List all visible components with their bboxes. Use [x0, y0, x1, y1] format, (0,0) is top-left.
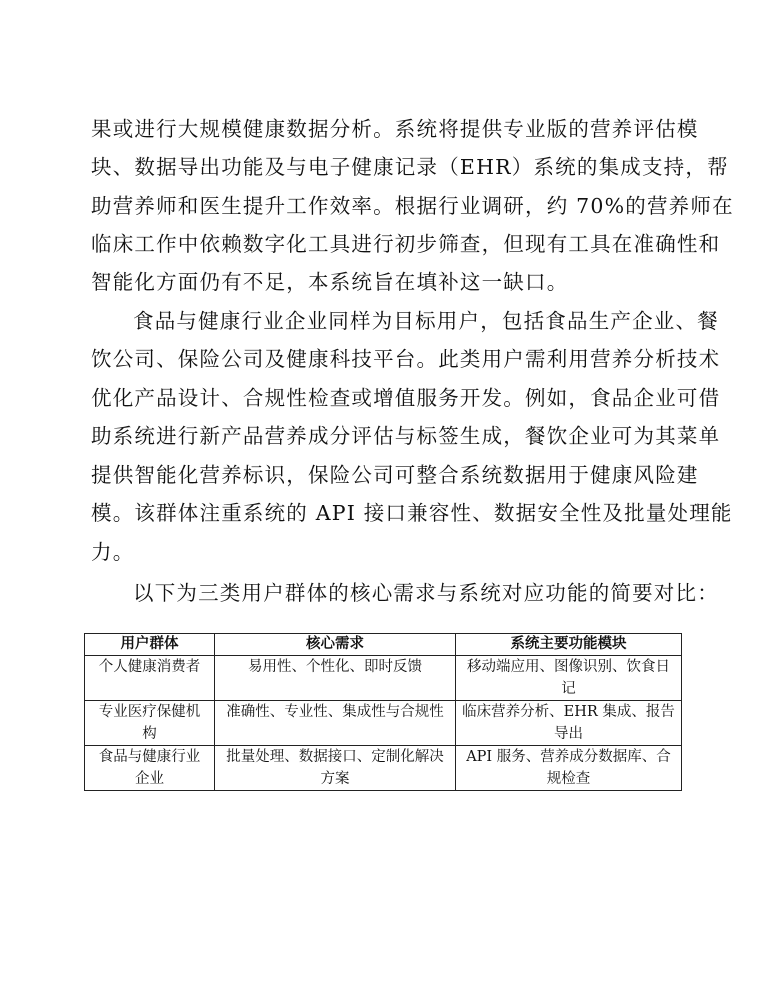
table-header-row [85, 634, 682, 656]
cell-line: 准确性、专业性、集成性与合规性 [226, 704, 444, 720]
text-line: 力。 [91, 540, 135, 564]
text-line: 临床工作中依赖数字化工具进行初步筛查，但现有工具在准确性和 [91, 232, 721, 256]
table-row [85, 656, 682, 701]
cell-user-group [85, 746, 215, 791]
cell-line: 专业医疗保健机 [98, 704, 201, 720]
text-line: 助营养师和医生提升工作效率。根据行业调研，约 70%的营养师在 [91, 194, 734, 218]
text-line: 助系统进行新产品营养成分评估与标签生成，餐饮企业可为其菜单 [91, 424, 721, 448]
text-line: 食品与健康行业企业同样为目标用户，包括食品生产企业、餐 [133, 309, 719, 333]
cell-line: 个人健康消费者 [98, 659, 201, 675]
text-line: 果或进行大规模健康数据分析。系统将提供专业版的营养评估模 [91, 117, 699, 141]
cell-line: 方案 [320, 771, 350, 787]
cell-line: 企业 [135, 771, 164, 787]
cell-line: 移动端应用、图像识别、饮食日 [467, 659, 670, 675]
cell-user-group [85, 656, 215, 701]
cell-line: 规检查 [546, 771, 591, 787]
comparison-table [84, 633, 682, 791]
text-line: 智能化方面仍有不足，本系统旨在填补这一缺口。 [91, 270, 569, 294]
cell-line: 易用性、个性化、即时反馈 [248, 659, 422, 675]
cell-user-group [85, 701, 215, 746]
text-line: 块、数据导出功能及与电子健康记录（EHR）系统的集成支持，帮 [91, 155, 729, 179]
cell-line: API 服务、营养成分数据库、合 [466, 749, 671, 765]
cell-line: 构 [142, 726, 157, 742]
header-modules: 系统主要功能模块 [456, 634, 682, 656]
text-line: 饮公司、保险公司及健康科技平台。此类用户需利用营养分析技术 [91, 347, 721, 371]
cell-line: 批量处理、数据接口、定制化解决 [226, 749, 444, 765]
cell-line: 临床营养分析、EHR 集成、报告 [462, 704, 675, 720]
cell-core-needs [215, 656, 456, 701]
cell-core-needs [215, 746, 456, 791]
table-row [85, 701, 682, 746]
table-row [85, 746, 682, 791]
header-user-group: 用户群体 [85, 634, 215, 656]
cell-modules [456, 746, 682, 791]
text-line: 提供智能化营养标识，保险公司可整合系统数据用于健康风险建 [91, 463, 699, 487]
cell-modules [456, 656, 682, 701]
cell-modules [456, 701, 682, 746]
cell-line: 导出 [554, 726, 583, 742]
cell-line: 食品与健康行业 [98, 749, 201, 765]
header-core-needs: 核心需求 [215, 634, 456, 656]
text-line: 以下为三类用户群体的核心需求与系统对应功能的简要对比： [133, 581, 719, 605]
text-line: 模。该群体注重系统的 API 接口兼容性、数据安全性及批量处理能 [91, 501, 733, 525]
cell-line: 记 [561, 681, 576, 697]
text-line: 优化产品设计、合规性检查或增值服务开发。例如，食品企业可借 [91, 386, 721, 410]
cell-core-needs [215, 701, 456, 746]
